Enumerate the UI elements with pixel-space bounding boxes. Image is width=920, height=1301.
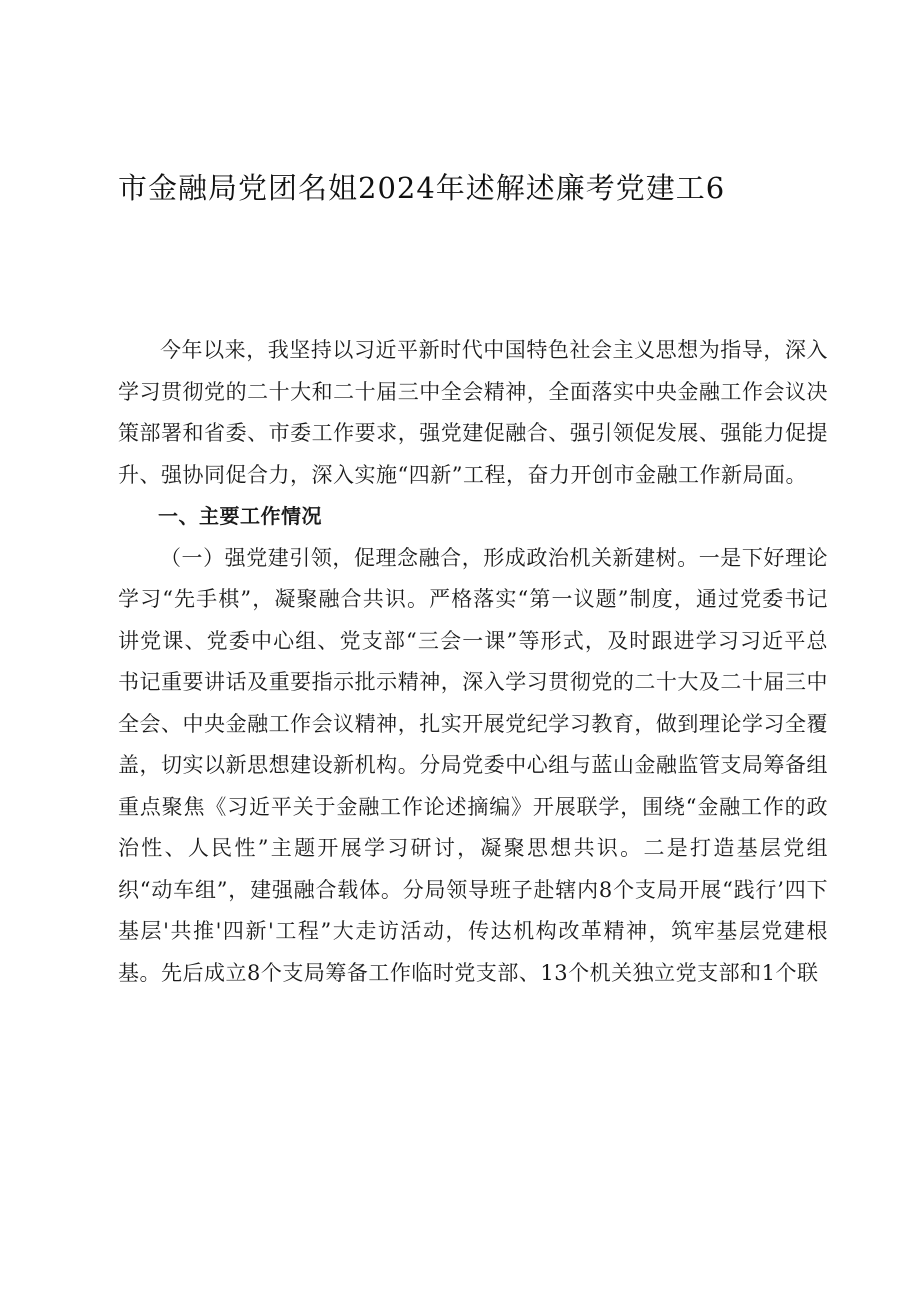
document-title: 市金融局党团名姐2024年述解述廉考党建工6 xyxy=(118,171,726,205)
document-body xyxy=(118,330,828,994)
intro-paragraph: 今年以来，我坚持以习近平新时代中国特色社会主义思想为指导，深入学习贯彻党的二十大和二十届三中全会精神，全面落实中央金融工作会议决策部署和省委、市委工作要求，强党建促融合、强引领促发展、强能力促提升、强协同促合力，深入实施“四新”工程，奋力开创市金融工作新局面。 xyxy=(118,338,828,487)
section-paragraph: （一）强党建引领，促理念融合，形成政治机关新建树。一是下好理论学习“先手棋”，凝聚融合共识。严格落实“第一议题”制度，通过党委书记讲党课、党委中心组、党支部“三会一课”等形式，及时跟进学习习近平总书记重要讲话及重要指示批示精神，深入学习贯彻党的二十大及二十届三中全会、中央金融工作会议精神，扎实开展党纪学习教育，做到理论学习全覆盖，切实以新思想建设新机构。分局党委中心组与蓝山金融监管支局筹备组重点聚焦《习近平关于金融工作论述摘编》开展联学，围绕“金融工作的政治性、人民性”主题开展学习研讨，凝聚思想共识。二是打造基层党组织“动车组”，建强融合载体。分局领导班子赴辖内8个支局开展“践行’四下基层'共推'四新'工程”大走访活动，传达机构改革精神，筑牢基层党建根基。先后成立8个支局筹备工作临时党支部、13个机关独立党支部和1个联 xyxy=(118,545,828,985)
section-heading: 一、主要工作情况 xyxy=(158,504,322,528)
